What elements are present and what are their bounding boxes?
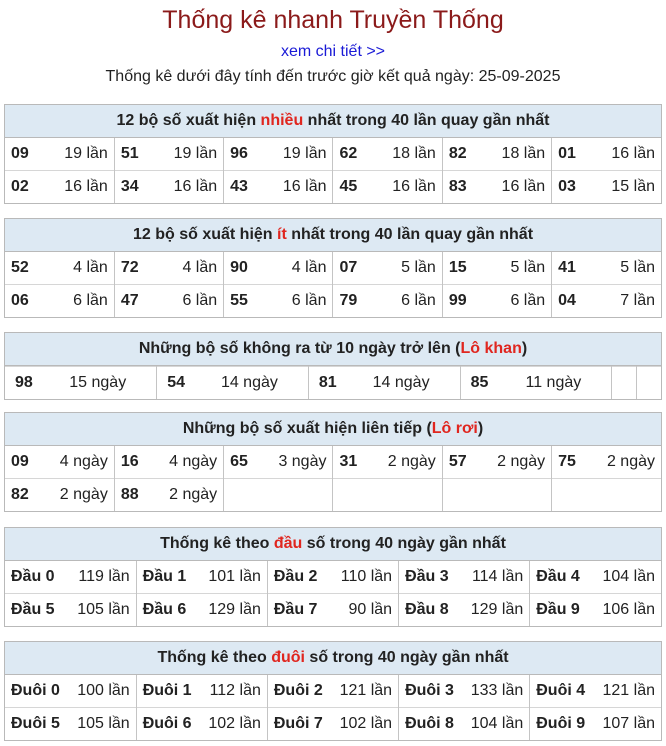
table-row <box>5 708 661 741</box>
cell-count: 90 lần <box>348 601 393 618</box>
table-cell <box>333 138 442 171</box>
table-row <box>5 594 661 627</box>
empty-cell <box>612 367 637 400</box>
cell-count: 133 lần <box>470 682 524 699</box>
table-cell <box>224 285 333 318</box>
cell-number: 72 <box>120 259 139 276</box>
most-frequent-header: 12 bộ số xuất hiện nhiều nhất trong 40 lần quay gần nhất <box>5 105 661 138</box>
cell-number: 85 <box>470 374 489 391</box>
cell-number: Đầu 7 <box>273 601 318 618</box>
table-cell <box>5 708 136 741</box>
cell-count: 16 lần <box>173 178 218 195</box>
cell-number: Đuôi 2 <box>273 682 323 699</box>
table-cell <box>267 561 398 594</box>
cell-number: 47 <box>120 292 139 309</box>
cell-count: 110 lần <box>340 568 393 585</box>
table-cell <box>5 675 136 708</box>
cell-count: 16 lần <box>611 145 655 162</box>
table-cell <box>5 561 136 594</box>
most-frequent-table <box>5 138 661 203</box>
least-frequent-section <box>4 218 662 318</box>
table-cell <box>333 285 442 318</box>
tail-digit-section <box>4 641 662 741</box>
lo-roi-section <box>4 412 662 512</box>
cell-number: 96 <box>230 145 248 162</box>
cell-number: Đầu 8 <box>405 601 449 618</box>
table-cell <box>552 252 661 285</box>
cell-number: 02 <box>11 178 29 195</box>
cell-count: 11 ngày <box>525 374 582 391</box>
table-cell <box>267 708 398 741</box>
cell-count: 105 lần <box>77 715 130 732</box>
cell-number: 51 <box>120 145 139 162</box>
cell-count: 4 lần <box>182 259 218 276</box>
cell-number: 57 <box>448 453 467 470</box>
table-row <box>5 446 661 479</box>
table-cell <box>114 252 223 285</box>
table-cell <box>442 285 551 318</box>
lo-roi-header: Những bộ số xuất hiện liên tiếp (Lô rơi) <box>5 413 661 446</box>
cell-number: Đuôi 4 <box>536 682 586 699</box>
cell-number: 15 <box>448 259 467 276</box>
tail-digit-table <box>5 675 661 740</box>
head-digit-section <box>4 527 662 627</box>
table-cell <box>224 252 333 285</box>
cell-count: 18 lần <box>392 145 436 162</box>
cell-number: 45 <box>339 178 358 195</box>
cell-count: 5 lần <box>620 259 655 276</box>
cell-count: 15 lần <box>611 178 655 195</box>
table-cell <box>136 561 267 594</box>
table-cell <box>114 138 223 171</box>
table-cell <box>224 479 333 512</box>
cell-count: 19 lần <box>173 145 218 162</box>
cell-number: Đầu 3 <box>405 568 449 585</box>
cell-count: 6 lần <box>73 292 108 309</box>
table-row <box>5 367 661 400</box>
table-cell <box>5 479 114 512</box>
cell-number: 43 <box>230 178 248 195</box>
table-cell <box>5 285 114 318</box>
cell-count: 2 ngày <box>59 486 108 503</box>
table-row <box>5 285 661 318</box>
cell-number: 99 <box>448 292 467 309</box>
cell-number: Đuôi 7 <box>273 715 323 732</box>
cell-number: Đầu 2 <box>273 568 318 585</box>
page-title: Thống kê nhanh Truyền Thống <box>162 6 504 34</box>
table-cell <box>399 675 530 708</box>
cell-count: 16 lần <box>392 178 436 195</box>
table-row <box>5 171 661 204</box>
cell-number: 83 <box>448 178 467 195</box>
cell-count: 16 lần <box>282 178 327 195</box>
cell-number: Đuôi 0 <box>11 682 60 699</box>
table-cell <box>399 594 530 627</box>
cell-count: 19 lần <box>282 145 327 162</box>
cell-number: 88 <box>120 486 139 503</box>
table-row <box>5 675 661 708</box>
most-frequent-section <box>4 104 662 204</box>
cell-count: 101 lần <box>208 568 261 585</box>
page-subtitle: Thống kê dưới đây tính đến trước giờ kết quả ngày: 25-09-2025 <box>105 68 561 85</box>
cell-number: 82 <box>11 486 29 503</box>
table-cell <box>333 252 442 285</box>
cell-number: 31 <box>339 453 358 470</box>
table-cell <box>224 138 333 171</box>
cell-count: 121 lần <box>339 682 393 699</box>
table-cell <box>442 171 551 204</box>
cell-count: 15 ngày <box>69 374 127 391</box>
cell-number: Đầu 0 <box>11 568 55 585</box>
cell-number: Đuôi 3 <box>405 682 454 699</box>
cell-number: 82 <box>448 145 467 162</box>
cell-number: Đuôi 6 <box>142 715 192 732</box>
cell-number: 54 <box>167 374 185 391</box>
table-cell <box>333 446 442 479</box>
cell-number: 07 <box>339 259 358 276</box>
head-digit-table <box>5 561 661 626</box>
table-cell <box>5 367 157 400</box>
cell-count: 4 lần <box>291 259 327 276</box>
cell-count: 114 lần <box>471 568 524 585</box>
table-cell <box>267 675 398 708</box>
cell-count: 107 lần <box>602 715 655 732</box>
view-details-link[interactable]: xem chi tiết >> <box>280 43 386 60</box>
table-cell <box>114 479 223 512</box>
table-cell <box>5 252 114 285</box>
table-cell <box>157 367 309 400</box>
cell-number: Đuôi 9 <box>536 715 586 732</box>
table-cell <box>552 171 661 204</box>
cell-number: 06 <box>11 292 29 309</box>
least-frequent-header: 12 bộ số xuất hiện ít nhất trong 40 lần quay gần nhất <box>5 219 661 252</box>
table-cell <box>530 708 661 741</box>
empty-cell <box>636 367 661 400</box>
cell-count: 129 lần <box>208 601 261 618</box>
cell-number: 55 <box>230 292 248 309</box>
table-cell <box>5 138 114 171</box>
cell-number: Đầu 6 <box>142 601 187 618</box>
cell-number: 62 <box>339 145 358 162</box>
table-cell <box>399 561 530 594</box>
cell-number: 16 <box>120 453 139 470</box>
lo-roi-table <box>5 446 661 511</box>
cell-number: 98 <box>15 374 33 391</box>
lo-khan-section <box>4 332 662 400</box>
cell-count: 102 lần <box>339 715 393 732</box>
table-cell <box>442 252 551 285</box>
cell-number: 03 <box>558 178 576 195</box>
cell-number: Đầu 5 <box>11 601 55 618</box>
table-cell <box>267 594 398 627</box>
cell-count: 5 lần <box>401 259 436 276</box>
table-cell <box>333 479 442 512</box>
cell-number: Đuôi 8 <box>405 715 454 732</box>
table-cell <box>136 675 267 708</box>
table-cell <box>552 138 661 171</box>
cell-count: 7 lần <box>620 292 655 309</box>
cell-count: 104 lần <box>470 715 524 732</box>
cell-number: 09 <box>11 145 29 162</box>
lo-khan-table <box>5 366 661 399</box>
cell-count: 16 lần <box>64 178 108 195</box>
cell-number: 75 <box>558 453 576 470</box>
cell-count: 2 ngày <box>606 453 655 470</box>
cell-number: Đầu 1 <box>142 568 187 585</box>
cell-number: 90 <box>230 259 248 276</box>
cell-count: 4 ngày <box>59 453 108 470</box>
table-cell <box>442 138 551 171</box>
table-cell <box>552 446 661 479</box>
cell-number: 52 <box>11 259 29 276</box>
cell-count: 19 lần <box>64 145 108 162</box>
cell-count: 119 lần <box>78 568 130 585</box>
table-row <box>5 561 661 594</box>
table-cell <box>308 367 460 400</box>
cell-count: 4 lần <box>73 259 108 276</box>
cell-number: 34 <box>120 178 139 195</box>
table-cell <box>442 479 551 512</box>
cell-count: 121 lần <box>602 682 655 699</box>
table-cell <box>530 675 661 708</box>
cell-number: 09 <box>11 453 29 470</box>
cell-count: 2 ngày <box>387 453 436 470</box>
cell-count: 14 ngày <box>372 374 430 391</box>
table-row <box>5 479 661 512</box>
cell-count: 5 lần <box>510 259 546 276</box>
cell-count: 2 ngày <box>169 486 218 503</box>
table-cell <box>136 708 267 741</box>
table-row <box>5 252 661 285</box>
table-cell <box>442 446 551 479</box>
table-cell <box>530 594 661 627</box>
table-cell <box>114 285 223 318</box>
cell-count: 6 lần <box>401 292 436 309</box>
cell-count: 2 ngày <box>497 453 546 470</box>
cell-number: 41 <box>558 259 576 276</box>
table-cell <box>460 367 612 400</box>
cell-count: 102 lần <box>208 715 261 732</box>
table-row <box>5 138 661 171</box>
cell-count: 106 lần <box>602 601 655 618</box>
cell-count: 6 lần <box>182 292 218 309</box>
cell-number: 65 <box>230 453 248 470</box>
cell-count: 16 lần <box>501 178 546 195</box>
cell-number: 79 <box>339 292 358 309</box>
table-cell <box>333 171 442 204</box>
table-cell <box>5 594 136 627</box>
cell-number: Đuôi 5 <box>11 715 60 732</box>
cell-count: 4 ngày <box>169 453 218 470</box>
cell-count: 100 lần <box>77 682 130 699</box>
cell-count: 112 lần <box>209 682 261 699</box>
cell-number: Đầu 9 <box>536 601 580 618</box>
table-cell <box>224 171 333 204</box>
cell-count: 18 lần <box>501 145 546 162</box>
table-cell <box>114 171 223 204</box>
cell-number: Đầu 4 <box>536 568 580 585</box>
cell-count: 14 ngày <box>220 374 278 391</box>
least-frequent-table <box>5 252 661 317</box>
cell-count: 6 lần <box>291 292 327 309</box>
cell-number: 01 <box>558 145 576 162</box>
cell-number: 81 <box>318 374 337 391</box>
lo-khan-header: Những bộ số không ra từ 10 ngày trở lên (Lô khan) <box>5 333 661 366</box>
table-cell <box>5 171 114 204</box>
table-cell <box>399 708 530 741</box>
cell-count: 129 lần <box>470 601 524 618</box>
cell-count: 105 lần <box>77 601 130 618</box>
table-cell <box>224 446 333 479</box>
head-digit-header: Thống kê theo đầu số trong 40 ngày gần nhất <box>5 528 661 561</box>
table-cell <box>552 479 661 512</box>
cell-number: 04 <box>558 292 576 309</box>
table-cell <box>136 594 267 627</box>
table-cell <box>530 561 661 594</box>
cell-count: 104 lần <box>602 568 655 585</box>
table-cell <box>5 446 114 479</box>
tail-digit-header: Thống kê theo đuôi số trong 40 ngày gần nhất <box>5 642 661 675</box>
cell-number: Đuôi 1 <box>142 682 192 699</box>
table-cell <box>552 285 661 318</box>
cell-count: 6 lần <box>510 292 546 309</box>
cell-count: 3 ngày <box>278 453 327 470</box>
table-cell <box>114 446 223 479</box>
